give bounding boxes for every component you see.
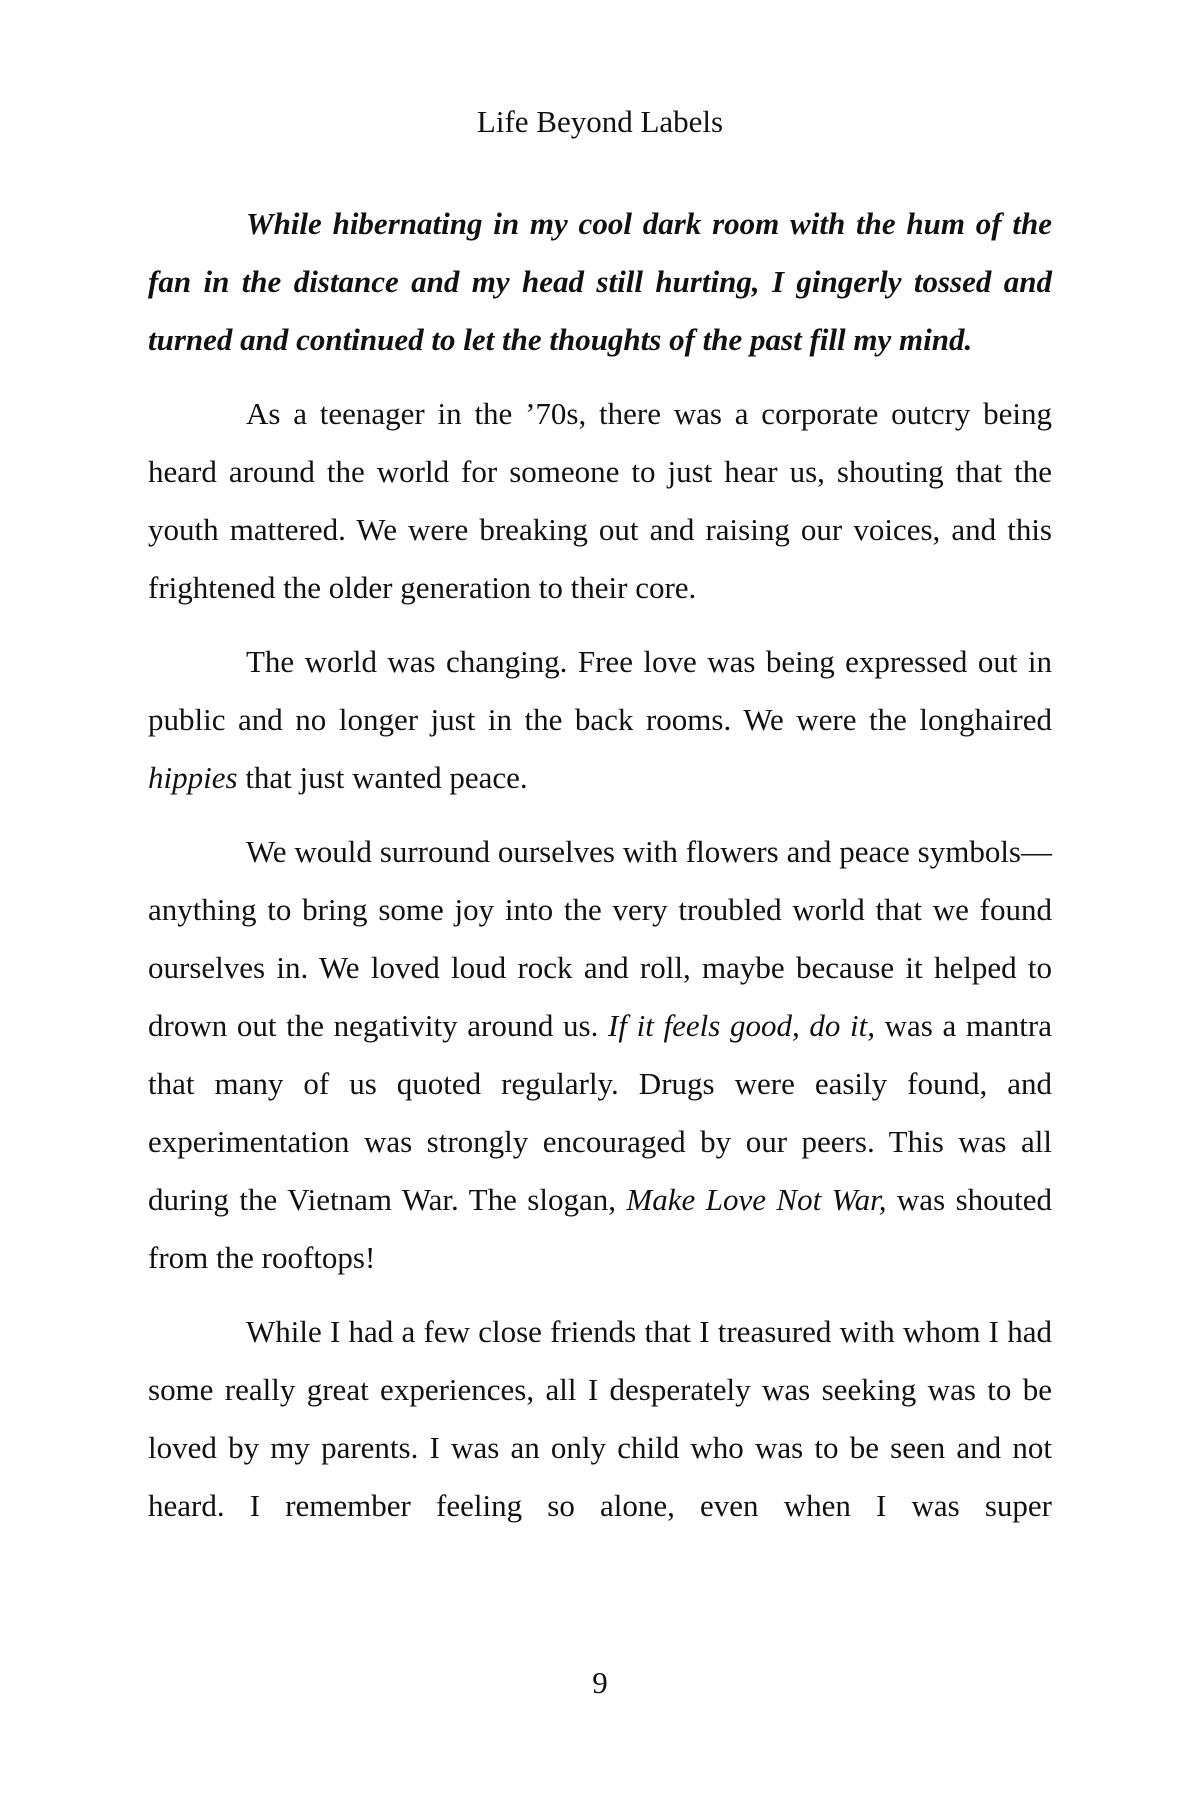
text-segment: that just wanted peace. xyxy=(237,760,528,795)
page-number: 9 xyxy=(592,1665,608,1700)
paragraph xyxy=(148,1303,1052,1535)
text-segment: While I had a few close friends that I treasured with whom I had some really great experiences, all I desperately was seeking was to be loved by my parents. I was an only child who was to be seen and not heard. I remember feeling so alone, even when I was super xyxy=(148,1314,1052,1523)
text-segment: As a teenager in the ’70s, there was a corporate outcry being heard around the world for someone to just hear us, shouting that the youth mattered. We were breaking out and raising our voices, and this frightened the older generation to their core. xyxy=(148,396,1052,605)
paragraph xyxy=(148,633,1052,807)
text-segment: We would surround ourselves with flowers and peace symbols—anything to bring some joy into the very troubled world that we found ourselves in. We loved loud rock and roll, maybe because it helped to drown out the negativity around us. xyxy=(148,834,1052,1043)
italic-text-segment: If it feels good, do it, xyxy=(608,1008,875,1043)
text-segment: While hibernating in my cool dark room with the hum of the fan in the distance and my head still hurting, I gingerly tossed and turned and continued to let the thoughts of the past fill my mind. xyxy=(148,206,1052,357)
paragraph xyxy=(148,385,1052,617)
italic-text-segment: hippies xyxy=(148,760,238,795)
paragraph xyxy=(148,823,1052,1287)
text-segment: The world was changing. Free love was being expressed out in public and no longer just in the back rooms. We were the longhaired xyxy=(148,644,1052,737)
body-text xyxy=(148,195,1052,1551)
text-segment: was shouted from the rooftops! xyxy=(148,1182,1053,1275)
italic-text-segment: Make Love Not War, xyxy=(626,1182,887,1217)
running-header: Life Beyond Labels xyxy=(476,104,724,139)
paragraph-italic-intro xyxy=(148,195,1052,369)
text-segment: was a mantra that many of us quoted regularly. Drugs were easily found, and experimentation was strongly encouraged by our peers. This was all during the Vietnam War. The slogan, xyxy=(148,1008,1052,1217)
